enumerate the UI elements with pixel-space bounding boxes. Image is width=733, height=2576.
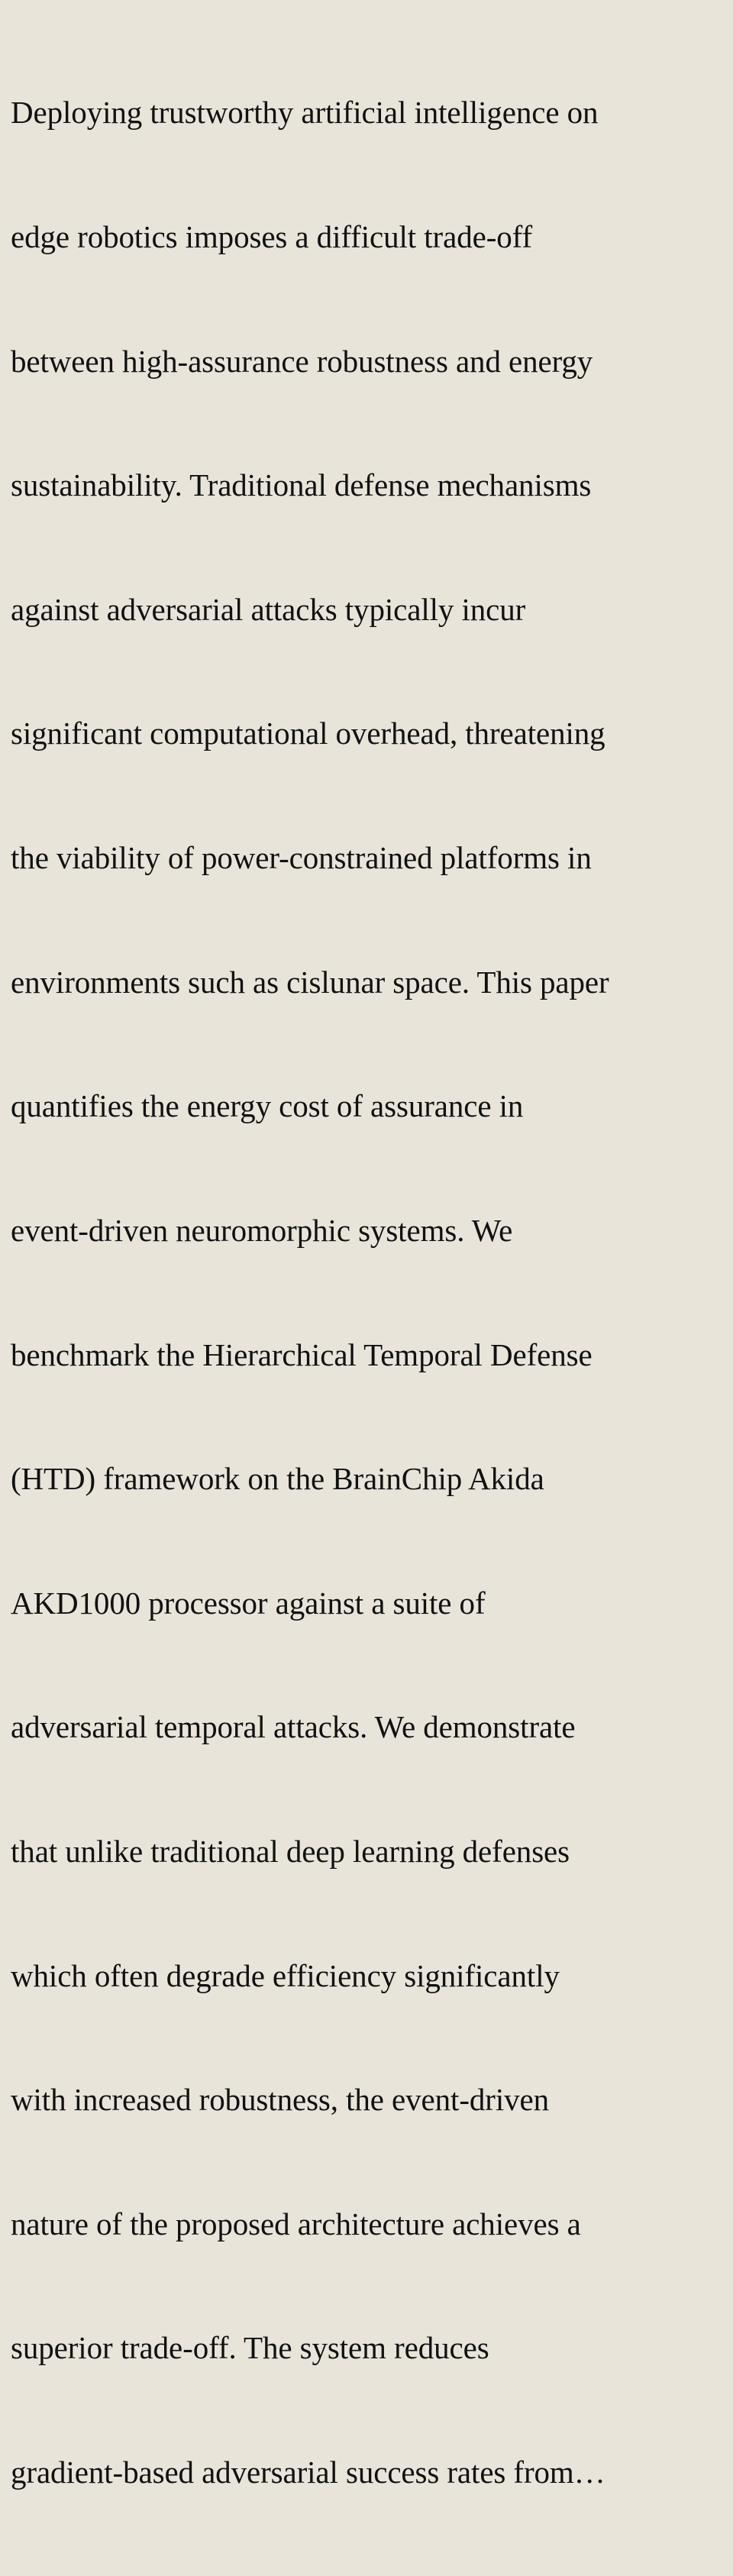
text-line: benchmark the Hierarchical Temporal Defense [11, 1336, 593, 1372]
text-line: significant computational overhead, threatening [11, 716, 605, 751]
text-line: sustainability. Traditional defense mechanisms [11, 467, 592, 503]
text-line: quantifies the energy cost of assurance in [11, 1088, 524, 1124]
text-line: that unlike traditional deep learning defenses [11, 1833, 570, 1869]
text-line: nature of the proposed architecture achieves a [11, 2206, 581, 2241]
text-line: with increased robustness, the event-driven [11, 2082, 550, 2118]
text-line: against adversarial attacks typically incur [11, 591, 526, 627]
text-line: which often degrade efficiency significantly [11, 1957, 560, 1993]
abstract-text [11, 9, 722, 2576]
text-line: Deploying trustworthy artificial intelligence on [11, 95, 599, 131]
text-line: the viability of power-constrained platforms in [11, 840, 592, 876]
text-line: gradient-based adversarial success rates from… [11, 2454, 605, 2490]
text-line: (HTD) framework on the BrainChip Akida [11, 1461, 544, 1497]
text-line: event-driven neuromorphic systems. We [11, 1212, 513, 1248]
text-line: AKD1000 processor against a suite of [11, 1585, 486, 1621]
text-line: edge robotics imposes a difficult trade-off [11, 219, 533, 255]
text-line: environments such as cislunar space. This paper [11, 964, 609, 1000]
text-line: between high-assurance robustness and energy [11, 343, 593, 379]
text-line: superior trade-off. The system reduces [11, 2330, 489, 2366]
text-line: adversarial temporal attacks. We demonstrate [11, 1709, 576, 1745]
